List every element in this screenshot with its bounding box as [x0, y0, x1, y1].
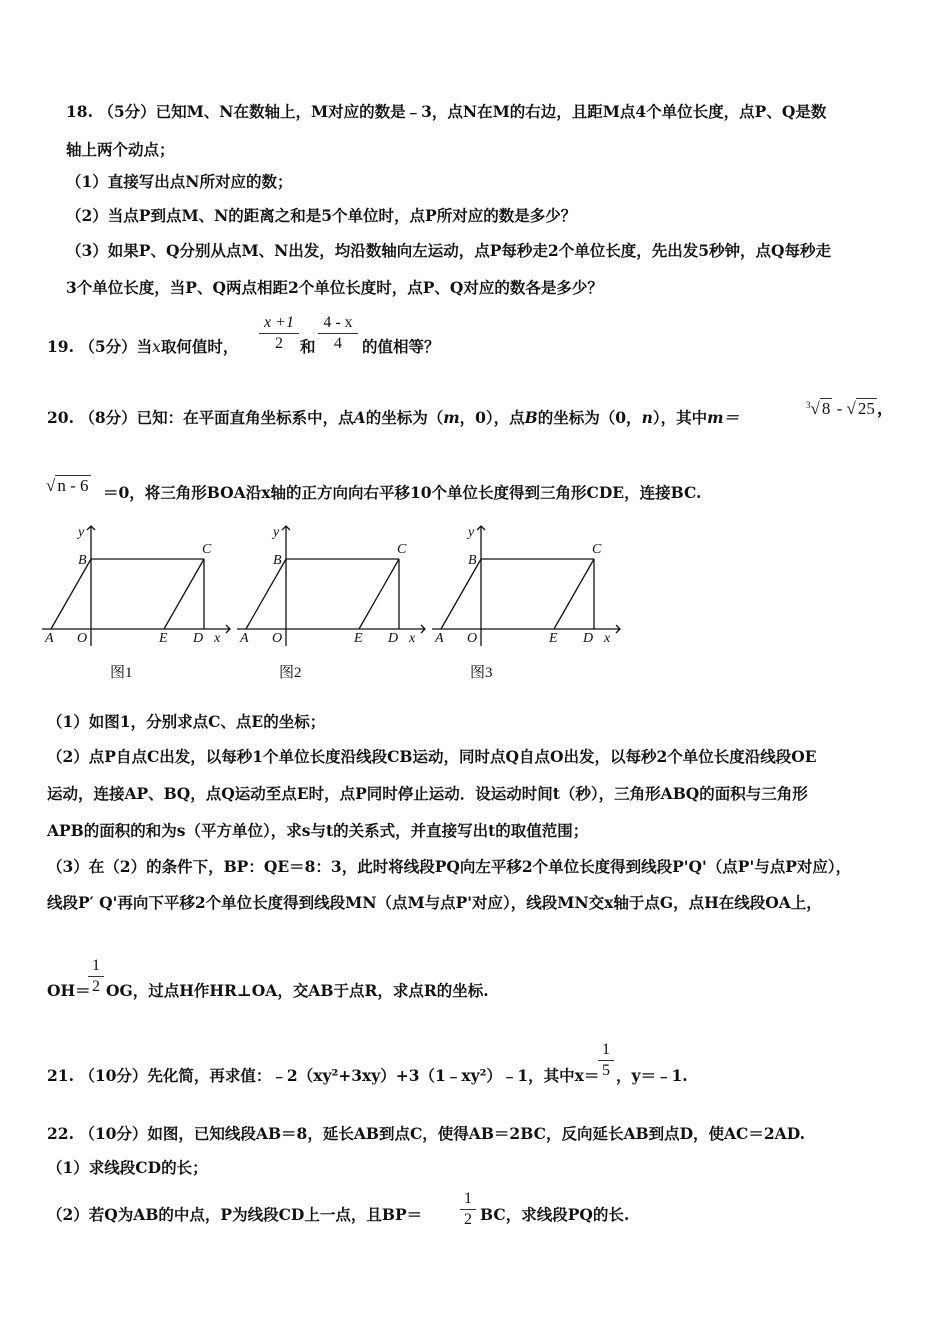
figure-3-caption: 图3	[470, 665, 493, 681]
q20-part2b: 运动，连接AP、BQ，点Q运动至点E时，点P同时停止运动．设运动时间t（秒），三角形ABQ的面积与三角形	[47, 784, 808, 803]
label-a: A	[435, 631, 444, 646]
q20-radical-expression: $^3$√ 8 - √ 25 ，	[806, 399, 894, 418]
q20-line1: 20. （8分）已知：在平面直角坐标系中，点A的坐标为（m，0），点B的坐标为（0，n），其中m＝	[47, 408, 740, 427]
figure-1-caption: 图1	[110, 665, 133, 681]
label-b: B	[273, 553, 282, 568]
segment-ec	[359, 559, 399, 629]
segment-ab	[441, 559, 481, 629]
q18-part2: （2）当点P到点M、N的距离之和是5个单位时，点P所对应的数是多少？	[66, 206, 577, 225]
q19-fraction-1: x +1 2	[259, 314, 299, 353]
label-y: y	[78, 525, 85, 540]
q20-part3c-post: OG，过点H作HR⊥OA，交AB于点R，求点R的坐标.	[106, 981, 489, 1000]
label-c: C	[592, 542, 602, 557]
q22-part2-pre: （2）若Q为AB的中点，P为线段CD上一点，且BP＝	[47, 1205, 423, 1224]
label-a: A	[45, 631, 54, 646]
q20-sqrt-n-minus-6: √ n - 6	[46, 476, 89, 495]
label-e: E	[549, 631, 558, 646]
q20-part3b: 线段P′ Q'再向下平移2个单位长度得到线段MN（点M与点P'对应），线段MN交x轴于点G，点H在线段OA上，	[47, 893, 822, 912]
q20-part2c: APB的面积的和为s（平方单位），求s与t的关系式，并直接写出t的取值范围；	[47, 821, 589, 840]
label-o: O	[272, 631, 283, 646]
q20-part3a: （3）在（2）的条件下，BP：QE＝8：3，此时将线段PQ向左平移2个单位长度得到线段P'Q'（点P'与点P对应），	[47, 857, 852, 876]
label-c: C	[397, 542, 407, 557]
q20-part3c-pre: OH＝	[47, 981, 91, 1000]
q22-fraction: 1 2	[460, 1190, 476, 1229]
label-e: E	[159, 631, 168, 646]
q20-half-fraction: 1 2	[88, 957, 104, 996]
segment-ab	[246, 559, 286, 629]
label-d: D	[193, 631, 204, 646]
q19-prefix: 19. （5分）当x取何值时，	[47, 337, 239, 356]
q20-line2: ＝0，将三角形BOA沿x轴的正方向向右平移10个单位长度得到三角形CDE，连接BC.	[103, 483, 702, 502]
q18-part1: （1）直接写出点N所对应的数；	[66, 172, 293, 191]
label-d: D	[583, 631, 594, 646]
q18-line1: 18. （5分）已知M、N在数轴上，M对应的数是﹣3，点N在M的右边，且距M点4个单位长度，点P、Q是数	[66, 102, 827, 121]
segment-ec	[554, 559, 594, 629]
q22-line1: 22. （10分）如图，已知线段AB＝8，延长AB到点C，使得AB＝2BC，反向延长AB到点D，使AC＝2AD.	[47, 1124, 805, 1143]
label-b: B	[78, 553, 87, 568]
label-a: A	[240, 631, 249, 646]
label-b: B	[468, 553, 477, 568]
label-c: C	[202, 542, 212, 557]
label-o: O	[467, 631, 478, 646]
label-e: E	[354, 631, 363, 646]
label-y: y	[468, 525, 475, 540]
q19-suffix: 的值相等？	[362, 337, 440, 356]
figure-2-caption: 图2	[279, 665, 302, 681]
q18-part3a: （3）如果P、Q分别从点M、N出发，均沿数轴向左运动，点P每秒走2个单位长度，先出发5秒钟，点Q每秒走	[66, 241, 831, 260]
q21-pre: 21. （10分）先化简，再求值：﹣2（xy²+3xy）+3（1﹣xy²）﹣1，其中x＝	[47, 1066, 600, 1085]
q19-and: 和	[300, 337, 316, 356]
q19-fraction-2: 4 - x 4	[318, 314, 358, 353]
segment-ab	[51, 559, 91, 629]
q21-post: ，y＝﹣1.	[616, 1066, 688, 1085]
label-d: D	[388, 631, 399, 646]
segment-ec	[164, 559, 204, 629]
figure-1	[42, 518, 232, 648]
figure-3	[432, 518, 622, 648]
q20-part1: （1）如图1，分别求点C、点E的坐标；	[47, 712, 326, 731]
q20-part2a: （2）点P自点C出发，以每秒1个单位长度沿线段CB运动，同时点Q自点O出发，以每秒2个单位长度沿线段OE	[47, 747, 817, 766]
q21-fraction: 1 5	[598, 1041, 614, 1080]
label-x: x	[604, 631, 611, 646]
label-o: O	[77, 631, 88, 646]
q18-line2: 轴上两个动点；	[66, 140, 175, 159]
label-x: x	[409, 631, 416, 646]
q18-part3b: 3个单位长度，当P、Q两点相距2个单位长度时，点P、Q对应的数各是多少？	[66, 278, 603, 297]
label-x: x	[214, 631, 221, 646]
figure-2	[237, 518, 427, 648]
label-y: y	[273, 525, 280, 540]
q22-part1: （1）求线段CD的长；	[47, 1158, 208, 1177]
q22-part2-post: BC，求线段PQ的长.	[480, 1205, 630, 1224]
